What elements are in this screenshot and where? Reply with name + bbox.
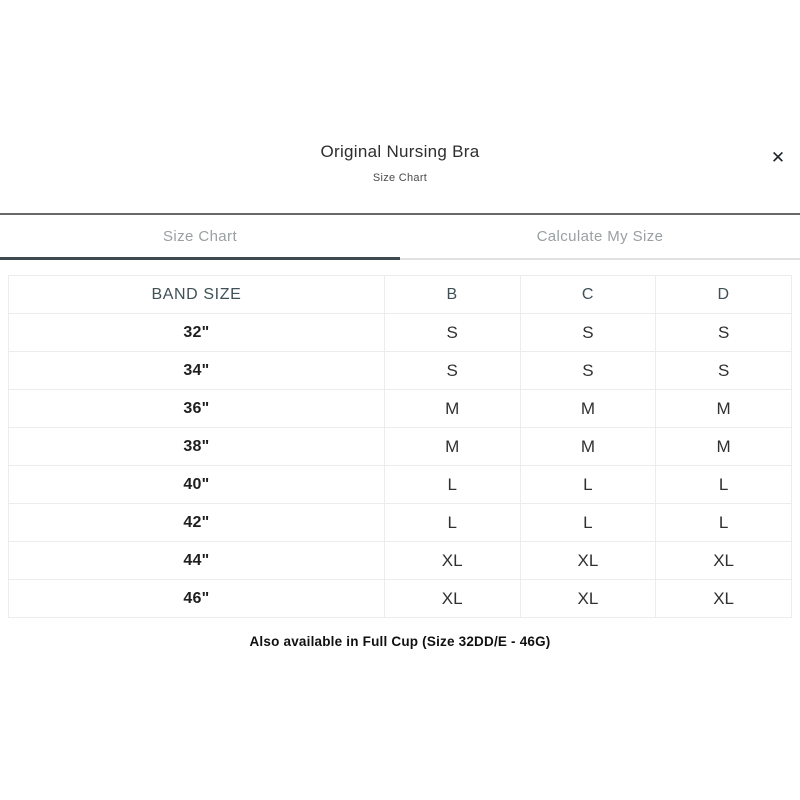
size-cell: M xyxy=(656,390,792,428)
size-cell: S xyxy=(520,314,656,352)
size-cell: S xyxy=(384,314,520,352)
table-row xyxy=(9,580,792,618)
size-table xyxy=(8,275,792,618)
size-cell: L xyxy=(384,466,520,504)
band-size-cell: 40" xyxy=(9,466,385,504)
table-row xyxy=(9,352,792,390)
size-cell: M xyxy=(384,390,520,428)
size-cell: S xyxy=(656,314,792,352)
tab-bar xyxy=(0,218,800,260)
size-cell: L xyxy=(520,466,656,504)
size-cell: XL xyxy=(520,580,656,618)
column-header-band-size: BAND SIZE xyxy=(9,276,385,314)
table-row xyxy=(9,314,792,352)
size-table-container xyxy=(8,275,792,618)
table-row xyxy=(9,390,792,428)
size-cell: L xyxy=(384,504,520,542)
size-cell: M xyxy=(656,428,792,466)
size-cell: M xyxy=(384,428,520,466)
modal-title: Original Nursing Bra xyxy=(320,142,480,161)
size-cell: L xyxy=(656,466,792,504)
table-row xyxy=(9,428,792,466)
size-cell: M xyxy=(520,428,656,466)
band-size-cell: 42" xyxy=(9,504,385,542)
size-cell: XL xyxy=(656,542,792,580)
band-size-cell: 32" xyxy=(9,314,385,352)
modal-header xyxy=(0,142,800,184)
table-header-row xyxy=(9,276,792,314)
band-size-cell: 46" xyxy=(9,580,385,618)
column-header-cup-c: C xyxy=(520,276,656,314)
size-cell: M xyxy=(520,390,656,428)
tab-calculate-my-size[interactable]: Calculate My Size xyxy=(400,218,800,260)
size-cell: XL xyxy=(520,542,656,580)
size-cell: L xyxy=(656,504,792,542)
header-divider xyxy=(0,213,800,215)
modal-subtitle: Size Chart xyxy=(372,172,428,184)
size-cell: S xyxy=(520,352,656,390)
column-header-cup-b: B xyxy=(384,276,520,314)
band-size-cell: 44" xyxy=(9,542,385,580)
size-cell: S xyxy=(656,352,792,390)
size-cell: XL xyxy=(384,580,520,618)
table-row xyxy=(9,542,792,580)
column-header-cup-d: D xyxy=(656,276,792,314)
availability-note: Also available in Full Cup (Size 32DD/E - 46G) xyxy=(249,634,551,649)
band-size-cell: 36" xyxy=(9,390,385,428)
close-icon[interactable]: ✕ xyxy=(766,146,790,170)
band-size-cell: 38" xyxy=(9,428,385,466)
size-cell: S xyxy=(384,352,520,390)
size-cell: XL xyxy=(384,542,520,580)
table-row xyxy=(9,466,792,504)
size-cell: XL xyxy=(656,580,792,618)
table-row xyxy=(9,504,792,542)
size-cell: L xyxy=(520,504,656,542)
tab-size-chart[interactable]: Size Chart xyxy=(0,218,400,260)
band-size-cell: 34" xyxy=(9,352,385,390)
